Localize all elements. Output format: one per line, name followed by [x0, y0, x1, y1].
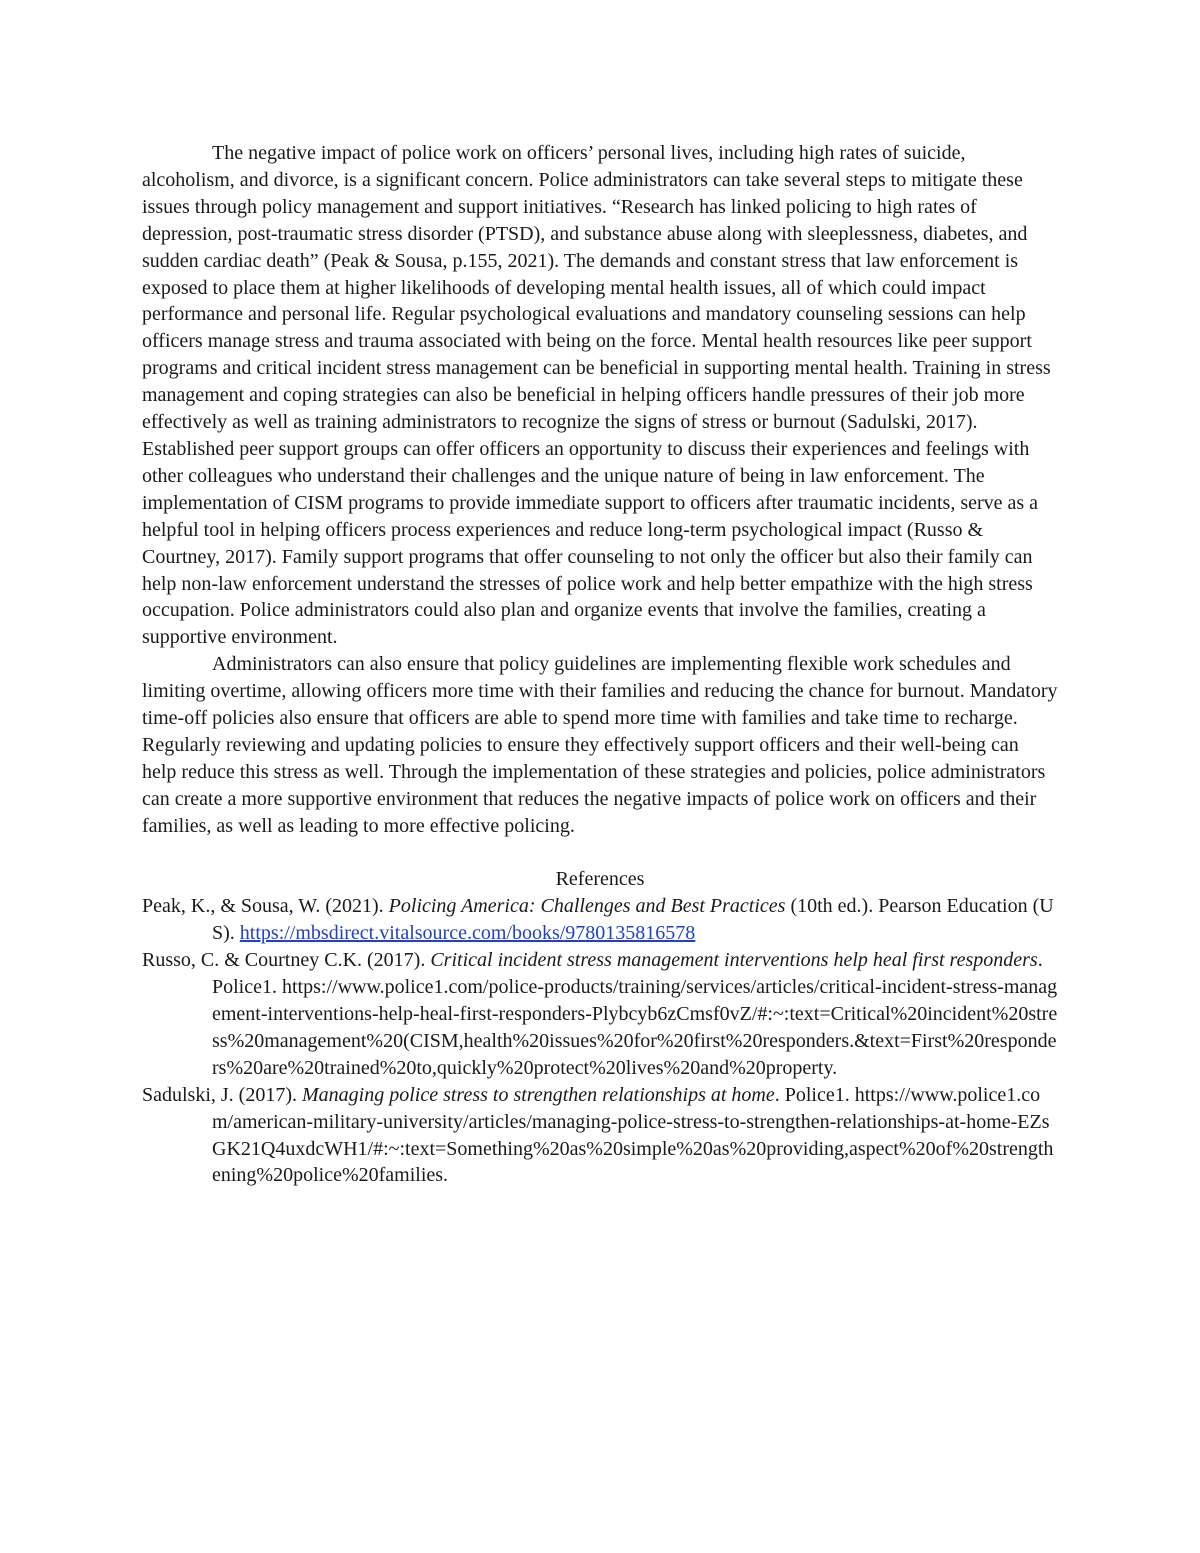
reference-authors: Peak, K., & Sousa, W. (2021).	[142, 895, 389, 918]
reference-sadulski	[142, 1082, 1058, 1190]
reference-link[interactable]: https://mbsdirect.vitalsource.com/books/9780135816578	[239, 922, 696, 945]
reference-url: https://www.police1.com/police-products/training/services/articles/critical-incident-stress-management-interventions-help-heal-first-responders-Plybcyb6zCmsf0vZ/#:~:text=Critical%20incident%20stress%20management%20(CISM,health%20issues%20for%20first%20responders.&text=First%20responders%20are%20trained%20to,quickly%20protect%20lives%20and%20property.	[212, 976, 1058, 1079]
reference-russo-courtney	[142, 947, 1058, 1082]
references-heading: References	[555, 868, 645, 891]
document-page	[142, 140, 1058, 1189]
reference-title: Policing America: Challenges and Best Practices	[388, 895, 786, 918]
body-paragraph-1: The negative impact of police work on officers’ personal lives, including high rates of suicide, alcoholism, and divorce, is a significant concern. Police administrators can take several steps to mitigate these issues through policy management and support initiatives. “Research has linked policing to high rates of depression, post-traumatic stress disorder (PTSD), and substance abuse along with sleeplessness, diabetes, and sudden cardiac death” (Peak & Sousa, p.155, 2021). The demands and constant stress that law enforcement is exposed to place them at higher likelihoods of developing mental health issues, all of which could impact performance and personal life. Regular psychological evaluations and mandatory counseling sessions can help officers manage stress and trauma associated with being on the force. Mental health resources like peer support programs and critical incident stress management can be beneficial in supporting mental health. Training in stress management and coping strategies can also be beneficial in helping officers handle pressures of their job more effectively as well as training administrators to recognize the signs of stress or burnout (Sadulski, 2017). Established peer support groups can offer officers an opportunity to discuss their experiences and feelings with other colleagues who understand their challenges and the unique nature of being in law enforcement. The implementation of CISM programs to provide immediate support to officers after traumatic incidents, serve as a helpful tool in helping officers process experiences and reduce long-term psychological impact (Russo & Courtney, 2017). Family support programs that offer counseling to not only the officer but also their family can help non-law enforcement understand the stresses of police work and help better empathize with the high stress occupation. Police administrators could also plan and organize events that involve the families, creating a supportive environment.	[142, 142, 1051, 649]
blank-line	[142, 840, 1058, 867]
reference-peak-sousa	[142, 893, 1058, 947]
reference-authors: Russo, C. & Courtney C.K. (2017).	[142, 949, 431, 972]
reference-title: Critical incident stress management interventions help heal first responders	[430, 949, 1038, 972]
reference-publisher: . Police1.	[212, 949, 1043, 999]
reference-publisher: (10th ed.). Pearson Education (US).	[212, 895, 1054, 945]
reference-url: https://www.police1.com/american-military-university/articles/managing-police-stress-to-strengthen-relationships-at-home-EZsGK21Q4uxdcWH1/#:~:text=Something%20as%20simple%20as%20providing,aspect%20of%20strengthening%20police%20families.	[212, 1083, 1054, 1187]
reference-title: Managing police stress to strengthen relationships at home	[302, 1083, 775, 1106]
reference-authors: Sadulski, J. (2017).	[142, 1083, 302, 1106]
reference-publisher: . Police1.	[774, 1083, 855, 1106]
body-paragraph-2: Administrators can also ensure that policy guidelines are implementing flexible work schedules and limiting overtime, allowing officers more time with their families and reducing the chance for burnout. Mandatory time-off policies also ensure that officers are able to spend more time with families and take time to recharge. Regularly reviewing and updating policies to ensure they effectively support officers and their well-being can help reduce this stress as well. Through the implementation of these strategies and policies, police administrators can create a more supportive environment that reduces the negative impacts of police work on officers and their families, as well as leading to more effective policing.	[142, 653, 1058, 837]
